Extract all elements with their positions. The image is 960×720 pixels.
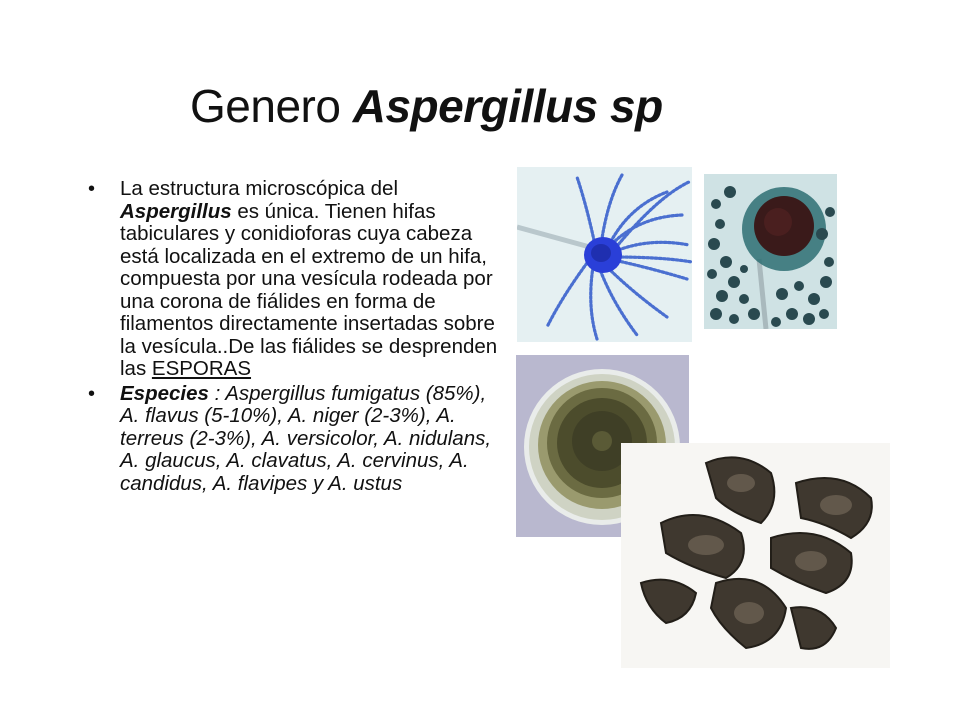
bullet2-species-list: : Aspergillus fumigatus (85%), A. flavus (5-10%), A. niger (2-3%), A. terreus (2-3%), A. versicolor, A. nidulans, A. glaucus, A. clavatus, A. cervinus, A. candidus, A. flavipes y A. ustus [120, 381, 492, 495]
husks-image [621, 443, 890, 668]
bullet2-label: Especies [120, 381, 209, 405]
bullet-list [88, 178, 508, 495]
micrograph-blue-conidiophore [517, 167, 692, 342]
bullet-dot: • [88, 178, 96, 200]
bullet1-text-a: La estructura microscópica del [120, 177, 399, 200]
husks-photo [621, 443, 890, 668]
title-emphasis: Aspergillus sp [352, 80, 663, 132]
bullet-item-species [88, 383, 508, 496]
micrograph-dark-image [704, 174, 837, 329]
bullet-dot: • [88, 382, 96, 405]
slide-title [190, 78, 663, 134]
bullet1-esporas: ESPORAS [151, 357, 252, 380]
micrograph-dark-conidial-head [704, 174, 837, 329]
title-plain: Genero [190, 80, 353, 132]
bullet-item-structure [88, 178, 508, 381]
micrograph-blue-image [517, 167, 692, 342]
bullet1-genus: Aspergillus [120, 199, 232, 223]
bullet1-text-b: es única. Tienen hifas tabiculares y conidioforas cuya cabeza está localizada en el extremo de un hifa, compuesta por una vesícula rodeada por una corona de fiálides en forma de filamentos directamente insertadas sobre la vesícula..De las fiálides se desprenden las [120, 199, 498, 380]
